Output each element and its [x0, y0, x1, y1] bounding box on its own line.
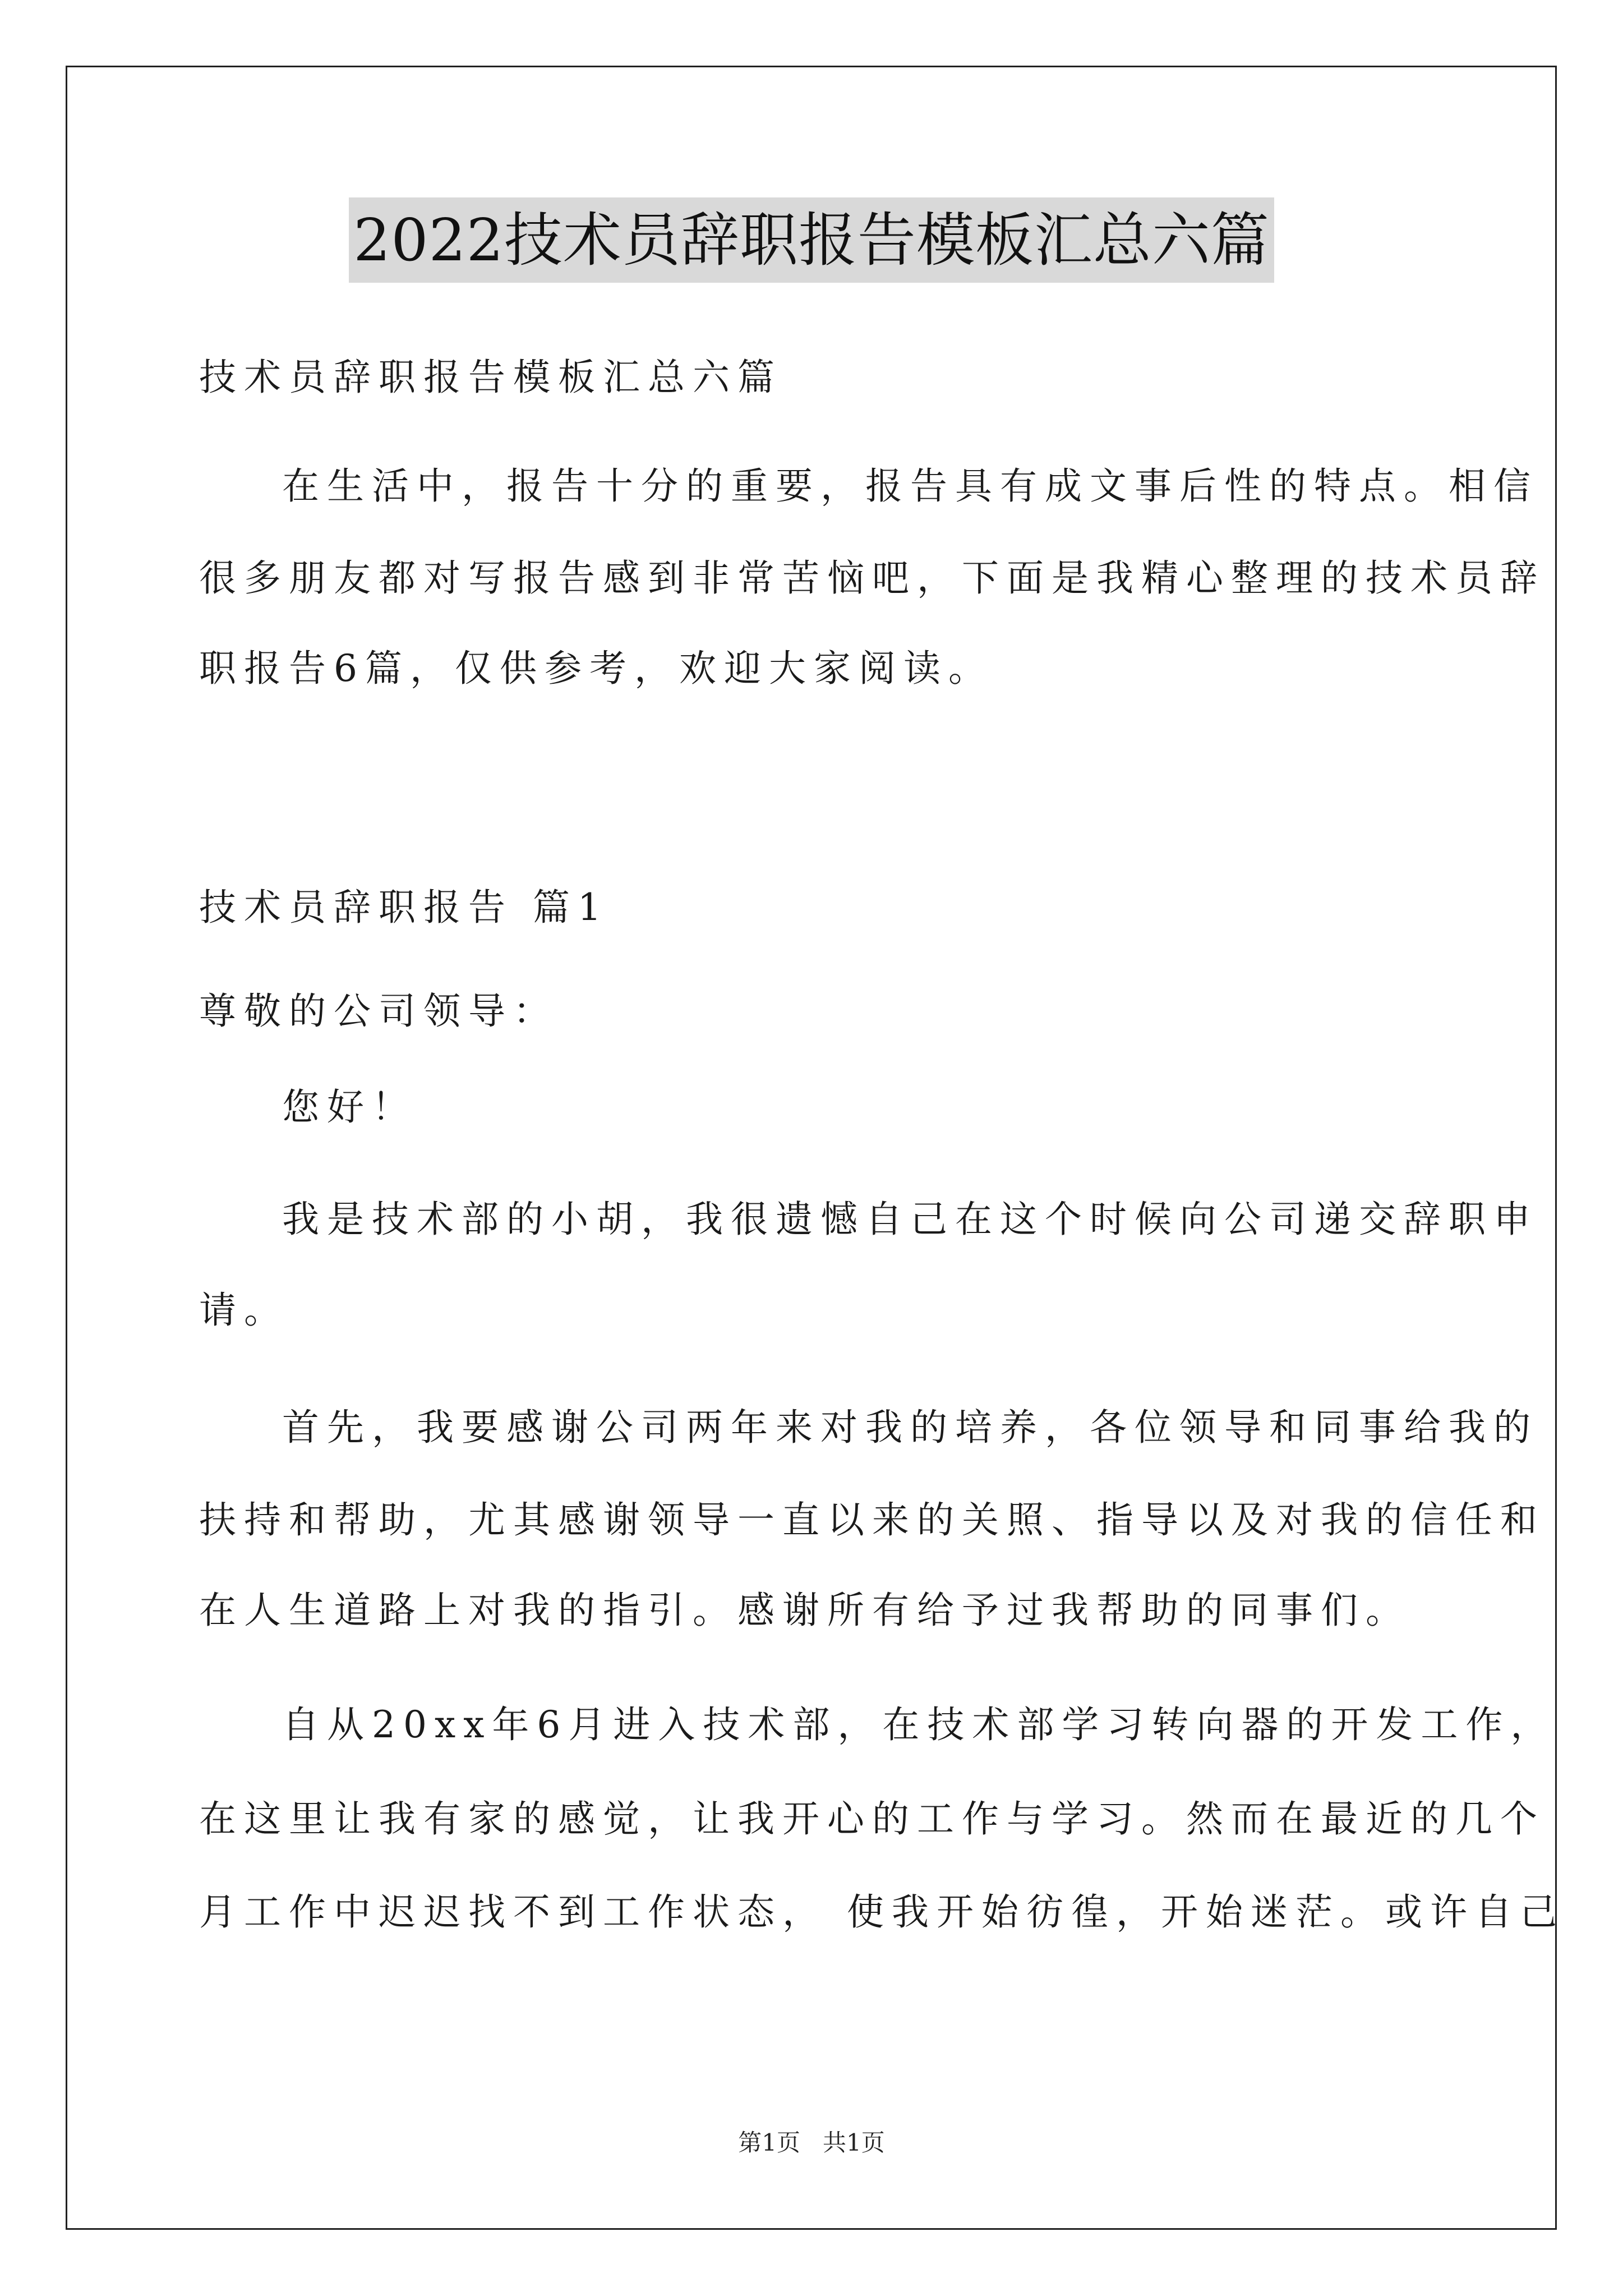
paragraph-line: 很多朋友都对写报告感到非常苦恼吧，下面是我精心整理的技术员辞: [199, 556, 1545, 600]
paragraph-line: 首先，我要感谢公司两年来对我的培养，各位领导和同事给我的: [282, 1406, 1538, 1449]
salutation-line: 尊敬的公司领导：: [199, 990, 558, 1033]
greeting-line: 您好！: [282, 1085, 417, 1129]
paragraph-line: 职报告6篇，仅供参考，欢迎大家阅读。: [199, 647, 993, 690]
document-title: 2022技术员辞职报告模板汇总六篇: [349, 197, 1274, 283]
subtitle-line: 技术员辞职报告模板汇总六篇: [199, 356, 782, 399]
paragraph-line: 自从20xx年6月进入技术部，在技术部学习转向器的开发工作，: [282, 1703, 1556, 1746]
paragraph-line: 在这里让我有家的感觉，让我开心的工作与学习。然而在最近的几个: [199, 1797, 1545, 1841]
title-wrap: [0, 197, 1623, 283]
paragraph-line: 在人生道路上对我的指引。感谢所有给予过我帮助的同事们。: [199, 1589, 1410, 1632]
paragraph-line: 在生活中，报告十分的重要，报告具有成文事后性的特点。相信: [282, 464, 1538, 508]
page-footer: 第1页 共1页: [738, 2129, 885, 2156]
section-heading: 技术员辞职报告 篇1: [199, 886, 609, 929]
paragraph-line: 扶持和帮助，尤其感谢领导一直以来的关照、指导以及对我的信任和: [199, 1498, 1545, 1542]
paragraph-line: 请。: [199, 1289, 289, 1332]
paragraph-line: 我是技术部的小胡，我很遗憾自己在这个时候向公司递交辞职申: [282, 1198, 1538, 1241]
paragraph-line: 月工作中迟迟找不到工作状态， 使我开始彷徨，开始迷茫。或许自己: [199, 1890, 1565, 1934]
